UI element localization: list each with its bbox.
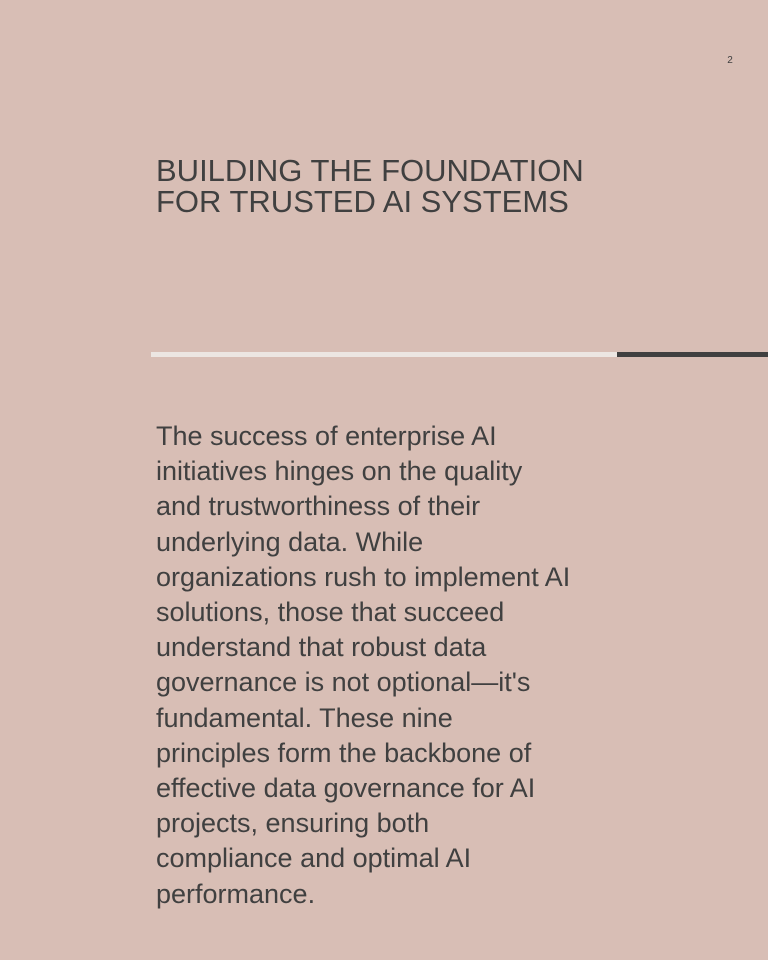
body-line: initiatives hinges on the quality — [156, 456, 523, 487]
page-title — [156, 155, 676, 217]
body-line: projects, ensuring both — [156, 808, 430, 839]
page-number: 2 — [727, 55, 733, 66]
body-line: understand that robust data — [156, 632, 487, 663]
body-line: effective data governance for AI — [156, 773, 536, 804]
body-line: underlying data. While — [156, 526, 424, 557]
body-line: governance is not optional—it's — [156, 667, 531, 698]
title-line: BUILDING THE FOUNDATION — [156, 153, 584, 188]
body-line: fundamental. These nine — [156, 702, 453, 733]
body-line: solutions, those that succeed — [156, 597, 505, 628]
body-line: compliance and optimal AI — [156, 843, 472, 874]
body-line: performance. — [156, 878, 316, 909]
body-line: and trustworthiness of their — [156, 491, 481, 522]
title-line: FOR TRUSTED AI SYSTEMS — [156, 184, 569, 219]
body-paragraph — [156, 419, 616, 912]
divider-dark-accent — [617, 352, 768, 357]
divider-light — [151, 352, 617, 357]
body-line: principles form the backbone of — [156, 737, 532, 768]
body-line: organizations rush to implement AI — [156, 561, 571, 592]
body-line: The success of enterprise AI — [156, 421, 497, 451]
